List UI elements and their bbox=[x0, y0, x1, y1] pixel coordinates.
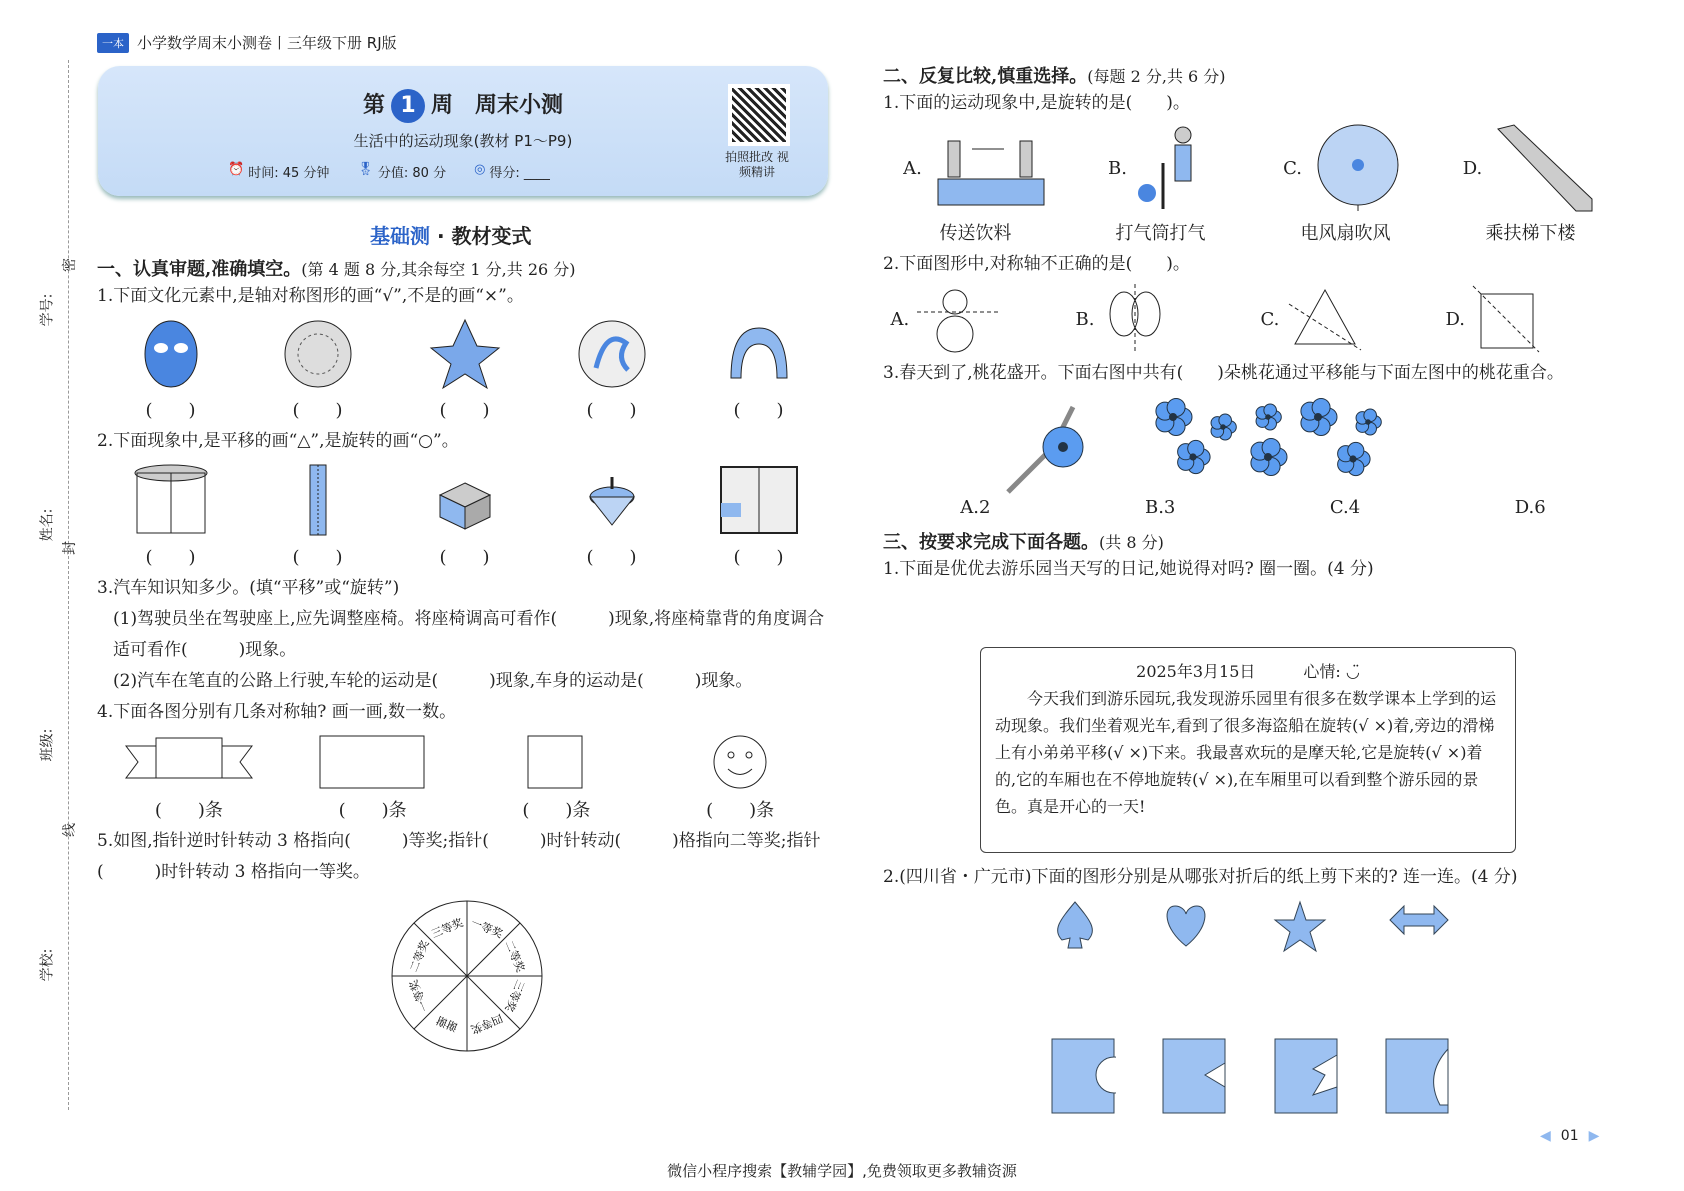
score-total: 分值: 80 分 bbox=[377, 166, 447, 181]
blossom-cluster bbox=[1153, 397, 1433, 497]
q3b-text: (2)汽车在笔直的公路上行驶,车轮的运动是( )现象,车身的运动是( )现象。 bbox=[113, 671, 753, 691]
series-title: 小学数学周末小测卷丨三年级下册 RJ版 bbox=[137, 34, 397, 52]
sliding-window-icon bbox=[717, 463, 801, 537]
quiz-title: 第 1 周 周末小测 bbox=[98, 88, 828, 123]
q1-images bbox=[97, 318, 832, 422]
qr-code[interactable] bbox=[728, 84, 790, 146]
paper-cut-item bbox=[258, 318, 378, 422]
q2-images bbox=[97, 463, 832, 569]
peach-blossom-images bbox=[1003, 397, 1623, 497]
cut-shapes bbox=[1050, 900, 1450, 954]
week-badge: 1 bbox=[391, 89, 425, 123]
page-num: 01 bbox=[1560, 1128, 1579, 1144]
folded-paper-a[interactable] bbox=[1050, 1035, 1116, 1115]
brand-header bbox=[97, 32, 397, 53]
option-caption: 打气筒打气 bbox=[1115, 223, 1206, 244]
diary-box bbox=[980, 647, 1516, 853]
option-d[interactable]: D.6 bbox=[1514, 497, 1546, 518]
answer-blank[interactable]: ( ) bbox=[145, 547, 196, 568]
option-b[interactable] bbox=[1076, 123, 1246, 245]
title-banner bbox=[98, 66, 828, 196]
wheel-sector-label: 二等奖 bbox=[502, 938, 527, 975]
answer-blank[interactable]: ( )条 bbox=[522, 800, 591, 821]
electric-fan-icon bbox=[1308, 123, 1408, 213]
option-a[interactable] bbox=[891, 284, 1061, 354]
folded-papers bbox=[1050, 1035, 1450, 1115]
option-label: C. bbox=[1283, 157, 1302, 179]
part1-heading: 一、认真审题,准确填空。(第 4 题 8 分,其余每空 1 分,共 26 分) bbox=[97, 259, 576, 280]
q5-text: 5.如图,指针逆时针转动 3 格指向( )等奖;指针( )时针转动( )格指向二等奖;指针( )时针转动 3 格指向一等奖。 bbox=[97, 831, 821, 882]
option-d[interactable] bbox=[1446, 123, 1616, 245]
wheel-sector-label: 一等奖 bbox=[468, 916, 505, 941]
answer-blank[interactable]: ( ) bbox=[145, 400, 196, 421]
answer-blank[interactable]: ( ) bbox=[586, 547, 637, 568]
blossom-branch-icon bbox=[1003, 397, 1113, 497]
rubiks-cube-item bbox=[405, 463, 525, 569]
q3a-text: (1)驾驶员坐在驾驶座上,应先调整座椅。将座椅调高可看作( )现象,将座椅靠背的角度调合适可看作( )现象。 bbox=[113, 609, 825, 660]
p2-q3-text: 3.春天到了,桃花盛开。下面右图中共有( )朵桃花通过平移能与下面左图中的桃花重合。 bbox=[883, 363, 1564, 383]
rubiks-cube-icon bbox=[435, 463, 495, 537]
seal-char: 密 bbox=[62, 258, 78, 272]
answer-blank[interactable]: ( )条 bbox=[154, 800, 223, 821]
butterfly-axis-icon bbox=[1100, 284, 1170, 354]
wheel-sector-label: 二等奖 bbox=[407, 938, 432, 975]
smiley-item bbox=[670, 734, 810, 822]
answer-blank[interactable]: ( )条 bbox=[338, 800, 407, 821]
binding-margin bbox=[40, 60, 80, 1110]
spade-shape[interactable] bbox=[1050, 900, 1100, 950]
kite-item bbox=[405, 318, 525, 422]
option-a[interactable] bbox=[891, 123, 1061, 245]
star-shape[interactable] bbox=[1273, 900, 1327, 954]
p2-q3-options bbox=[883, 497, 1623, 518]
option-c[interactable] bbox=[1261, 284, 1431, 354]
q1-text: 1.下面文化元素中,是轴对称图形的画“√”,不是的画“×”。 bbox=[97, 286, 524, 306]
option-d[interactable] bbox=[1446, 284, 1616, 354]
square-diagonal-icon bbox=[1471, 284, 1541, 354]
school-label: 学校: bbox=[39, 948, 56, 982]
spinning-top-icon bbox=[582, 463, 642, 537]
answer-blank[interactable]: ( ) bbox=[292, 400, 343, 421]
p2-q1-options bbox=[883, 123, 1623, 245]
prize-wheel bbox=[387, 896, 547, 1056]
option-b[interactable]: B.3 bbox=[1144, 497, 1176, 518]
folded-paper-c[interactable] bbox=[1273, 1035, 1339, 1115]
peach-blossom-icon bbox=[1301, 398, 1337, 435]
option-a[interactable]: A.2 bbox=[960, 497, 991, 518]
option-label: B. bbox=[1108, 157, 1127, 179]
option-label: D. bbox=[1445, 308, 1466, 330]
ribbon-shape bbox=[124, 734, 254, 790]
wheel-sector-label: 谢谢 bbox=[434, 1013, 460, 1034]
revolving-door-icon bbox=[131, 463, 211, 537]
part-2 bbox=[883, 62, 1623, 585]
paper-cut-circle-icon bbox=[282, 318, 354, 390]
dragon-plate-icon bbox=[576, 318, 648, 390]
quiz-info bbox=[228, 162, 550, 181]
zipper-icon bbox=[298, 463, 338, 537]
headdress-icon bbox=[723, 318, 795, 390]
smiley-face-shape bbox=[710, 734, 770, 790]
opera-mask-icon bbox=[139, 318, 203, 390]
class-label: 班级: bbox=[39, 728, 56, 762]
peach-blossom-icon bbox=[1211, 414, 1236, 440]
option-label: B. bbox=[1075, 308, 1095, 330]
option-b[interactable] bbox=[1076, 284, 1246, 354]
peach-blossom-icon bbox=[1256, 404, 1281, 430]
page-number bbox=[1540, 1128, 1599, 1144]
escalator-icon bbox=[1488, 123, 1598, 213]
diary-date: 2025年3月15日 心情: ◡̈ bbox=[1136, 662, 1360, 681]
heart-shape[interactable] bbox=[1161, 900, 1211, 950]
opera-mask-item bbox=[111, 318, 231, 422]
q4-shapes bbox=[97, 734, 832, 822]
option-c[interactable]: C.4 bbox=[1329, 497, 1361, 518]
peach-blossom-icon bbox=[1356, 409, 1381, 435]
peach-blossom-icon bbox=[1156, 398, 1192, 435]
target-icon: ◎ bbox=[474, 162, 486, 177]
p3-q1-text: 1.下面是优优去游乐园当天写的日记,她说得对吗? 圈一圈。(4 分) bbox=[883, 559, 1374, 579]
option-caption: 乘扶梯下楼 bbox=[1485, 223, 1576, 244]
answer-blank[interactable]: ( ) bbox=[292, 547, 343, 568]
answer-blank[interactable]: ( )条 bbox=[706, 800, 775, 821]
diary-body[interactable]: 今天我们到游乐园玩,我发现游乐园里有很多在数学课本上学到的运动现象。我们坐着观光车,看到了很多海盗船在旋转(√ ×)着,旁边的滑梯上有小弟弟平移(√ ×)下来。我最喜欢玩的是摩天轮,它是旋转(√ ×)着的,它的车厢也在不停地旋转(√ ×),在车厢里可以看到整个游乐园的景色。真是开心的一天! bbox=[995, 689, 1497, 816]
peach-blossom-icon bbox=[1251, 438, 1287, 475]
peach-blossom-icon bbox=[1178, 440, 1210, 473]
folded-paper-b[interactable] bbox=[1161, 1035, 1227, 1115]
name-label: 姓名: bbox=[39, 508, 56, 542]
rectangle-item bbox=[303, 734, 443, 822]
p2-q2-text: 2.下面图形中,对称轴不正确的是( )。 bbox=[883, 254, 1190, 274]
answer-blank[interactable]: ( ) bbox=[733, 547, 784, 568]
option-caption: 传送饮料 bbox=[939, 223, 1012, 244]
square-shape bbox=[526, 734, 586, 790]
conveyor-icon bbox=[928, 123, 1048, 213]
answer-blank[interactable]: ( ) bbox=[439, 400, 490, 421]
spinning-top-item bbox=[552, 463, 672, 569]
double-arrow-shape[interactable] bbox=[1388, 900, 1450, 940]
option-label: A. bbox=[890, 308, 910, 330]
wheel-sector-label: 一等奖 bbox=[407, 977, 432, 1014]
ribbon-item bbox=[119, 734, 259, 822]
part2-heading: 二、反复比较,慎重选择。(每题 2 分,共 6 分) bbox=[883, 66, 1226, 87]
next-page-icon[interactable]: ▶ bbox=[1588, 1128, 1600, 1144]
wheel-sector-label: 三等奖 bbox=[429, 916, 466, 941]
q3-text: 3.汽车知识知多少。(填“平移”或“旋转”) bbox=[97, 578, 400, 598]
pump-icon bbox=[1133, 123, 1213, 213]
publisher-logo: 一本 bbox=[97, 33, 129, 53]
option-c[interactable] bbox=[1261, 123, 1431, 245]
medal-icon: 🎖 bbox=[357, 162, 374, 177]
time-limit: 时间: 45 分钟 bbox=[248, 166, 330, 181]
qr-caption: 拍照批改 视频精讲 bbox=[725, 150, 789, 179]
q4-text: 4.下面各图分别有几条对称轴? 画一画,数一数。 bbox=[97, 702, 457, 722]
answer-blank[interactable]: ( ) bbox=[439, 547, 490, 568]
clock-icon: ⏰ bbox=[228, 162, 245, 177]
option-label: C. bbox=[1260, 308, 1280, 330]
answer-blank[interactable]: ( ) bbox=[733, 400, 784, 421]
headdress-item bbox=[699, 318, 819, 422]
p2-q2-options bbox=[883, 284, 1623, 354]
zipper-item bbox=[258, 463, 378, 569]
prev-page-icon[interactable]: ◀ bbox=[1540, 1128, 1551, 1144]
snowman-axis-icon bbox=[915, 284, 1005, 354]
student-id-label: 学号: bbox=[39, 293, 56, 327]
option-label: D. bbox=[1462, 157, 1483, 179]
part-1 bbox=[97, 255, 832, 1061]
revolving-door-item bbox=[111, 463, 231, 569]
peach-blossom-icon bbox=[1338, 442, 1370, 475]
seal-char: 线 bbox=[62, 823, 78, 837]
p2-q1-text: 1.下面的运动现象中,是旋转的是( )。 bbox=[883, 93, 1190, 113]
q2-text: 2.下面现象中,是平移的画“△”,是旋转的画“○”。 bbox=[97, 431, 459, 451]
folded-paper-d[interactable] bbox=[1384, 1035, 1450, 1115]
section-title: 基础测 · 教材变式 bbox=[370, 224, 532, 248]
score-field[interactable]: 得分: ____ bbox=[489, 166, 550, 181]
answer-blank[interactable]: ( ) bbox=[586, 400, 637, 421]
dragon-item bbox=[552, 318, 672, 422]
option-caption: 电风扇吹风 bbox=[1300, 223, 1391, 244]
wheel-sector-label: 三等奖 bbox=[502, 977, 527, 1014]
rectangle-shape bbox=[318, 734, 428, 790]
kite-icon bbox=[429, 318, 501, 390]
square-item bbox=[486, 734, 626, 822]
triangle-axis-icon bbox=[1285, 284, 1365, 354]
wheel-sector-label: 四等奖 bbox=[468, 1011, 505, 1036]
p3-q2-text: 2.(四川省・广元市)下面的图形分别是从哪张对折后的纸上剪下来的? 连一连。(4 分) bbox=[883, 867, 1518, 887]
footer-text: 微信小程序搜索【教辅学园】,免费领取更多教辅资源 bbox=[667, 1162, 1017, 1180]
option-label: A. bbox=[903, 157, 922, 179]
part3-heading: 三、按要求完成下面各题。(共 8 分) bbox=[883, 532, 1164, 553]
quiz-subtitle: 生活中的运动现象(教材 P1～P9) bbox=[353, 132, 573, 150]
seal-char: 封 bbox=[62, 541, 78, 555]
sliding-window-item bbox=[699, 463, 819, 569]
